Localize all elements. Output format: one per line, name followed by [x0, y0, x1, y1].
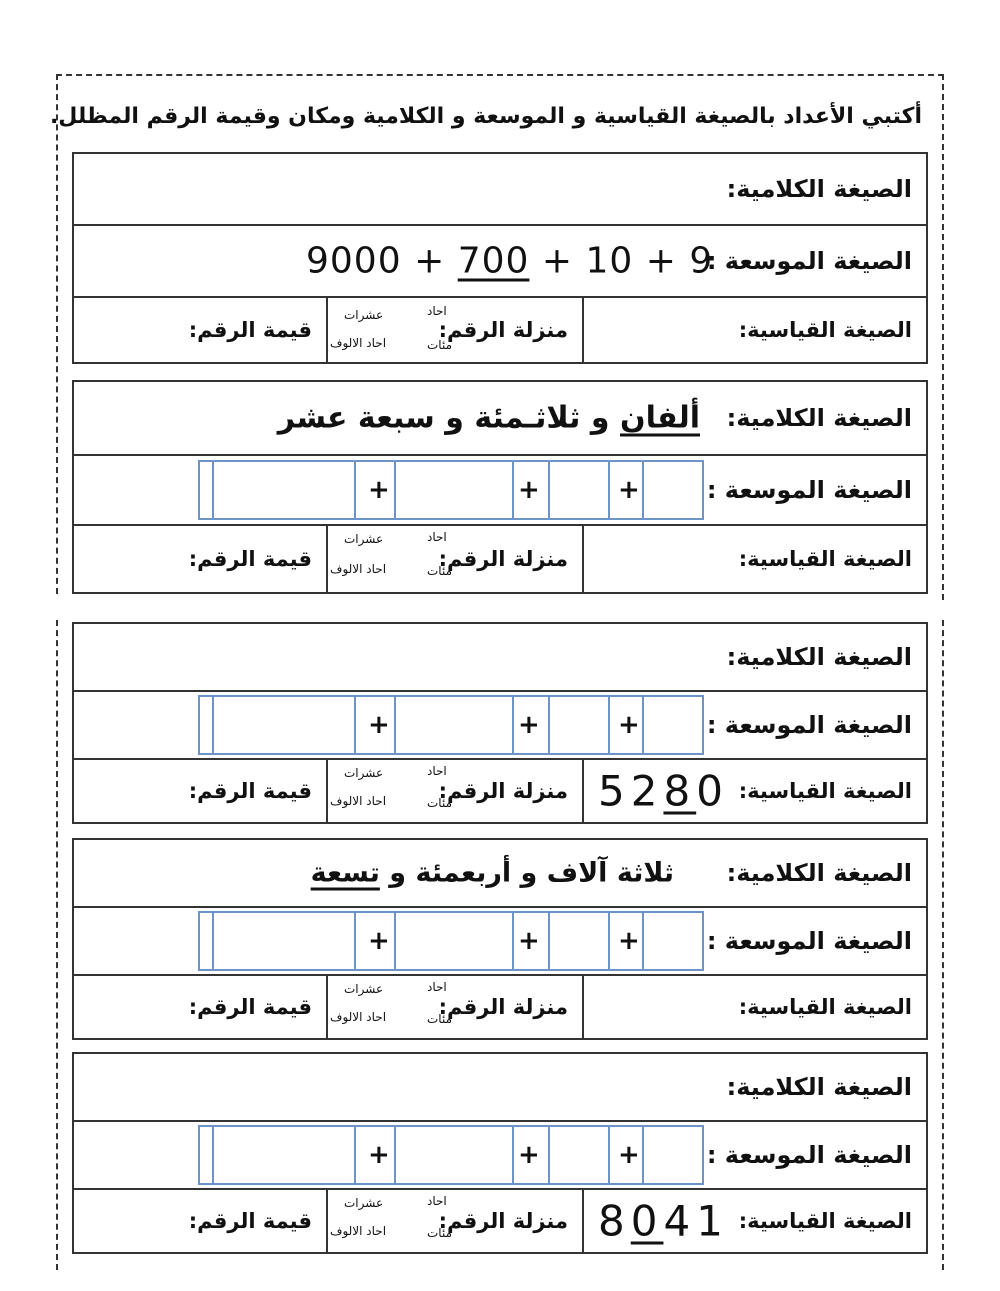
answer-box-ones[interactable]	[644, 913, 702, 969]
place-label: منزلة الرقم:	[438, 779, 568, 803]
word-form-value: ثلاثة آلاف و أربعمئة و تسعة	[310, 857, 674, 889]
word-form-row	[74, 1054, 926, 1122]
expanded-answer-boxes: + + +	[198, 460, 704, 520]
value-label: قيمة الرقم:	[188, 779, 312, 803]
place-option-tens[interactable]: عشرات	[344, 1196, 384, 1210]
answer-box-hundreds[interactable]	[396, 1127, 514, 1183]
value-label: قيمة الرقم:	[188, 318, 312, 342]
place-option-ones[interactable]: احاد	[427, 304, 447, 318]
place-option-hundreds[interactable]: مئات	[427, 796, 453, 810]
place-option-thousands[interactable]: احاد الالوف	[330, 1010, 387, 1024]
answer-box-hundreds[interactable]	[396, 697, 514, 753]
highlighted-digit: 8	[663, 766, 697, 816]
answer-box-thousands[interactable]	[214, 697, 356, 753]
standard-form-label: الصيغة القياسية:	[738, 318, 912, 342]
expanded-form-label: الصيغة الموسعة :	[706, 247, 912, 275]
standard-form-label: الصيغة القياسية:	[738, 547, 912, 571]
place-label: منزلة الرقم:	[438, 995, 568, 1019]
answer-box-thousands[interactable]	[214, 1127, 356, 1183]
exercise-card-5	[72, 1052, 928, 1254]
answer-box-hundreds[interactable]	[396, 913, 514, 969]
expanded-form-row	[74, 1122, 926, 1190]
standard-place-row	[74, 976, 926, 1038]
place-option-tens[interactable]: عشرات	[344, 532, 384, 546]
answer-box-tens[interactable]	[550, 913, 610, 969]
place-option-ones[interactable]: احاد	[427, 764, 447, 778]
word-form-label: الصيغة الكلامية:	[726, 404, 912, 432]
standard-place-row	[74, 1190, 926, 1252]
word-form-label: الصيغة الكلامية:	[726, 859, 912, 887]
standard-form-label: الصيغة القياسية:	[738, 1209, 912, 1233]
value-label: قيمة الرقم:	[188, 995, 312, 1019]
exercise-card-4	[72, 838, 928, 1040]
dashed-border-right	[942, 74, 944, 600]
word-form-label: الصيغة الكلامية:	[726, 1073, 912, 1101]
value-label: قيمة الرقم:	[188, 547, 312, 571]
expanded-answer-boxes: + + +	[198, 911, 704, 971]
standard-place-row	[74, 298, 926, 362]
expanded-form-row	[74, 908, 926, 976]
expanded-form-row	[74, 456, 926, 526]
word-form-label: الصيغة الكلامية:	[726, 175, 912, 203]
instruction-text: أكتبي الأعداد بالصيغة القياسية و الموسعة و الكلامية ومكان وقيمة الرقم المظلل.	[49, 104, 922, 129]
place-label: منزلة الرقم:	[438, 1209, 568, 1233]
place-option-hundreds[interactable]: مئات	[427, 1012, 453, 1026]
standard-form-label: الصيغة القياسية:	[738, 779, 912, 803]
place-option-tens[interactable]: عشرات	[344, 308, 384, 322]
exercise-card-2	[72, 380, 928, 594]
answer-box-tens[interactable]	[550, 1127, 610, 1183]
highlighted-word: تسعة	[310, 857, 380, 889]
word-form-row	[74, 154, 926, 226]
place-option-ones[interactable]: احاد	[427, 1194, 447, 1208]
exercise-card-1	[72, 152, 928, 364]
expanded-form-label: الصيغة الموسعة :	[706, 927, 912, 955]
place-option-thousands[interactable]: احاد الالوف	[330, 562, 387, 576]
expanded-form-row	[74, 692, 926, 760]
word-form-row	[74, 382, 926, 456]
answer-box-ones[interactable]	[644, 462, 702, 518]
highlighted-digit: 0	[630, 1196, 664, 1246]
word-form-value: ألفان و ثلاثـمئة و سبعة عشر	[277, 400, 700, 436]
expanded-form-label: الصيغة الموسعة :	[706, 711, 912, 739]
word-form-label: الصيغة الكلامية:	[726, 643, 912, 671]
expanded-form-value: 9000 + 700 + 10 + 9	[306, 240, 714, 282]
answer-box-ones[interactable]	[644, 1127, 702, 1183]
expanded-term-thousands: 9000	[306, 240, 402, 282]
value-label: قيمة الرقم:	[188, 1209, 312, 1233]
place-option-thousands[interactable]: احاد الالوف	[330, 336, 387, 350]
answer-box-hundreds[interactable]	[396, 462, 514, 518]
expanded-form-row	[74, 226, 926, 298]
standard-form-value: 5280	[598, 766, 729, 816]
standard-place-row	[74, 526, 926, 592]
dashed-border-left	[56, 74, 58, 594]
place-option-hundreds[interactable]: مئات	[427, 564, 453, 578]
dashed-border-top	[56, 74, 944, 76]
expanded-answer-boxes: + + +	[198, 695, 704, 755]
expanded-form-label: الصيغة الموسعة :	[706, 1141, 912, 1169]
expanded-form-label: الصيغة الموسعة :	[706, 476, 912, 504]
expanded-term-hundreds-highlighted: 700	[457, 240, 530, 282]
answer-box-thousands[interactable]	[214, 913, 356, 969]
dashed-border-left-lower	[56, 620, 58, 1270]
expanded-term-tens: 10	[585, 240, 634, 282]
answer-box-tens[interactable]	[550, 697, 610, 753]
expanded-term-ones: 9	[689, 240, 714, 282]
standard-form-label: الصيغة القياسية:	[738, 995, 912, 1019]
place-option-hundreds[interactable]: مئات	[427, 338, 453, 352]
place-option-tens[interactable]: عشرات	[344, 766, 384, 780]
place-option-thousands[interactable]: احاد الالوف	[330, 794, 387, 808]
answer-box-thousands[interactable]	[214, 462, 356, 518]
expanded-answer-boxes: + + +	[198, 1125, 704, 1185]
highlighted-word: ألفان	[619, 400, 700, 436]
answer-box-tens[interactable]	[550, 462, 610, 518]
dashed-border-right-lower	[942, 620, 944, 1270]
standard-place-row	[74, 760, 926, 822]
place-option-ones[interactable]: احاد	[427, 530, 447, 544]
word-form-row	[74, 624, 926, 692]
place-label: منزلة الرقم:	[438, 547, 568, 571]
place-option-hundreds[interactable]: مئات	[427, 1226, 453, 1240]
word-form-row	[74, 840, 926, 908]
place-option-tens[interactable]: عشرات	[344, 982, 384, 996]
place-option-thousands[interactable]: احاد الالوف	[330, 1224, 387, 1238]
place-option-ones[interactable]: احاد	[427, 980, 447, 994]
exercise-card-3	[72, 622, 928, 824]
place-label: منزلة الرقم:	[438, 318, 568, 342]
standard-form-value: 8041	[598, 1196, 729, 1246]
answer-box-ones[interactable]	[644, 697, 702, 753]
